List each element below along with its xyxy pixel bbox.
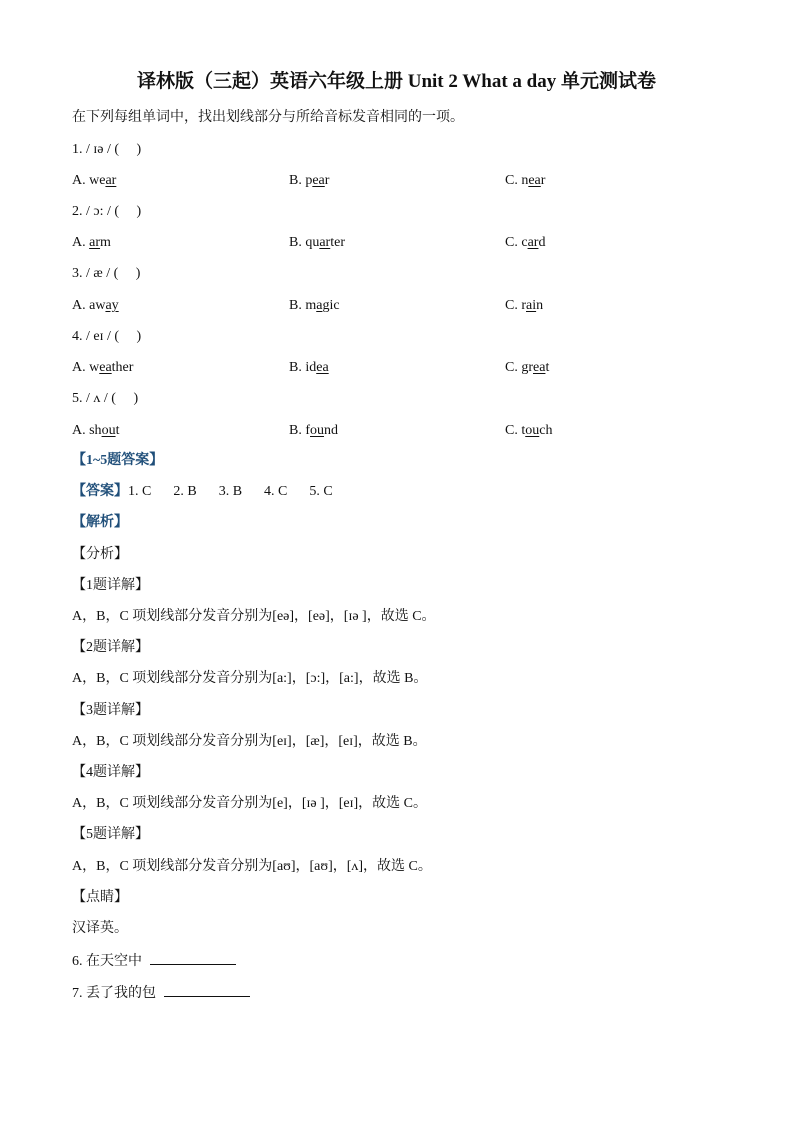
detail-label: 【5题详解】 — [72, 827, 149, 842]
answer-item: 2. B — [173, 484, 197, 499]
detail-text: A，B，C 项划线部分发音分别为[e]，[ɪə ]，[eɪ]，故选 C。 — [72, 796, 428, 811]
detail-label: 【3题详解】 — [72, 703, 149, 718]
analysis-label: 【解析】 — [72, 515, 128, 530]
option-b: B. found — [289, 423, 338, 438]
question-stem: 3. / æ / ( ) — [72, 266, 141, 281]
answer-item: 5. C — [309, 484, 333, 499]
detail-label: 【2题详解】 — [72, 640, 149, 655]
answer-label: 【答案】 — [72, 484, 128, 499]
detail-text: A，B，C 项划线部分发音分别为[a:]，[ɔ:]，[a:]，故选 B。 — [72, 671, 428, 686]
option-c: C. great — [505, 360, 550, 375]
question-stem: 2. / ɔ: / ( ) — [72, 204, 142, 219]
question-stem: 1. / ɪə / ( ) — [72, 142, 142, 157]
option-a: A. shout — [72, 423, 120, 438]
option-c: C. card — [505, 235, 546, 250]
option-a: A. arm — [72, 235, 111, 250]
option-b: B. pear — [289, 173, 330, 188]
dianjing-label: 【点睛】 — [72, 890, 128, 905]
translation-item: 7. 丢了我的包 — [72, 982, 250, 1002]
answer-section-label: 【1~5题答案】 — [72, 453, 164, 468]
section-instruction: 在下列每组单词中，找出划线部分与所给音标发音相同的一项。 — [72, 110, 464, 125]
question-stem: 4. / eɪ / ( ) — [72, 329, 142, 344]
option-b: B. quarter — [289, 235, 345, 250]
detail-text: A，B，C 项划线部分发音分别为[eə]，[eə]，[ɪə ]，故选 C。 — [72, 609, 436, 624]
fenxi-label: 【分析】 — [72, 547, 128, 562]
option-c: C. touch — [505, 423, 553, 438]
detail-text: A，B，C 项划线部分发音分别为[eɪ]，[æ]，[eɪ]，故选 B。 — [72, 734, 427, 749]
section2-instruction: 汉译英。 — [72, 921, 128, 936]
page-title: 译林版（三起）英语六年级上册 Unit 2 What a day 单元测试卷 — [136, 71, 656, 92]
answer-item: 4. C — [264, 484, 288, 499]
option-a: A. wear — [72, 173, 117, 188]
answer-item: 1. C — [128, 484, 152, 499]
answer-blank[interactable] — [150, 950, 236, 965]
option-c: C. near — [505, 173, 546, 188]
option-a: A. weather — [72, 360, 134, 375]
detail-label: 【1题详解】 — [72, 578, 149, 593]
option-b: B. magic — [289, 298, 340, 313]
translation-item: 6. 在天空中 — [72, 950, 236, 970]
answer-blank[interactable] — [164, 982, 250, 997]
detail-label: 【4题详解】 — [72, 765, 149, 780]
option-c: C. rain — [505, 298, 544, 313]
option-a: A. away — [72, 298, 119, 313]
option-b: B. idea — [289, 360, 329, 375]
question-stem: 5. / ʌ / ( ) — [72, 391, 139, 406]
detail-text: A，B，C 项划线部分发音分别为[aʊ]，[aʊ]，[ʌ]，故选 C。 — [72, 859, 432, 874]
answer-item: 3. B — [218, 484, 243, 499]
answer-line — [72, 482, 355, 502]
